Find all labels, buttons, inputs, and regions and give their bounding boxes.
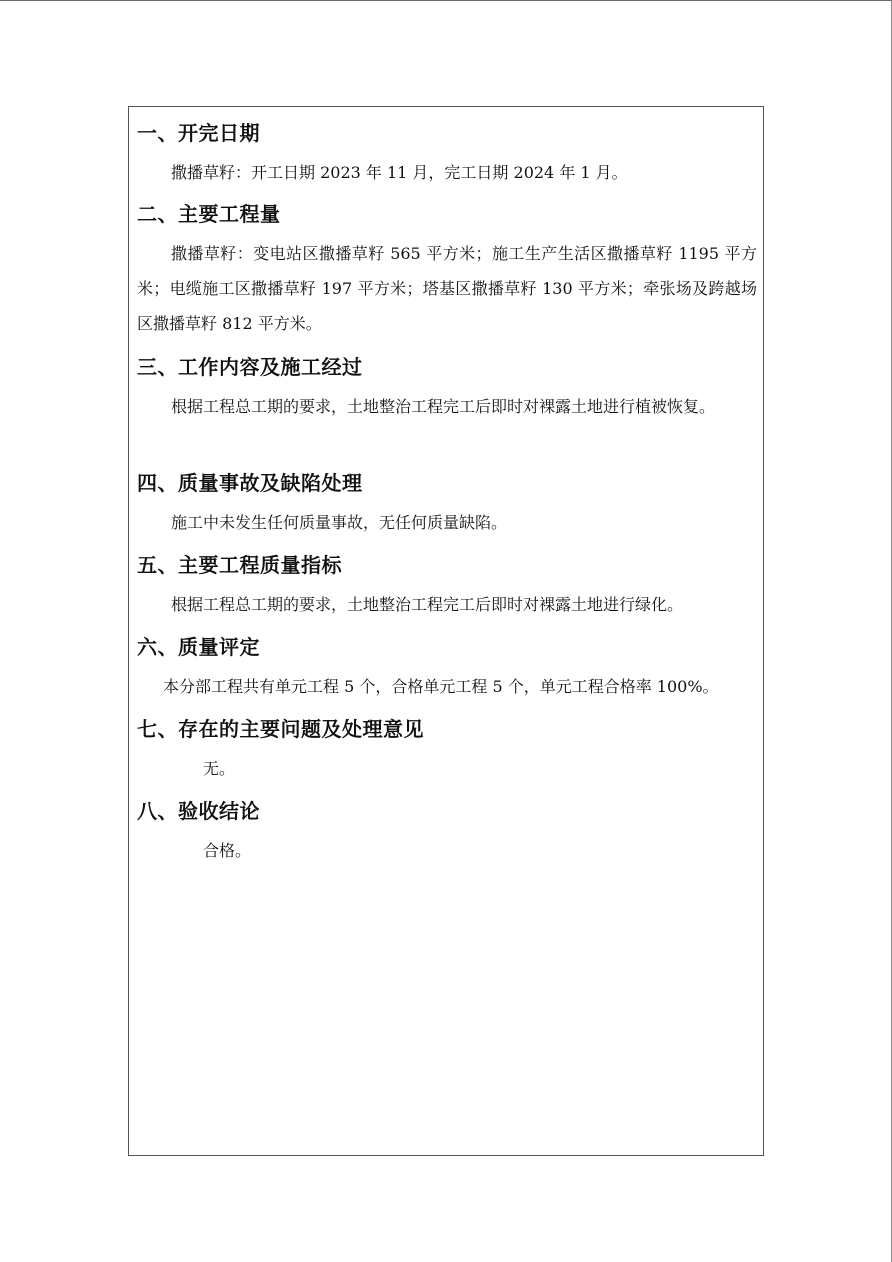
section-body-4: 施工中未发生任何质量事故，无任何质量缺陷。: [171, 513, 508, 532]
report-table-frame: [128, 106, 764, 1156]
section-heading-1: 一、开完日期: [137, 121, 260, 145]
section-body-1: 撒播草籽：开工日期 2023 年 11 月，完工日期 2024 年 1 月。: [171, 163, 628, 182]
section-body-8: 合格。: [203, 841, 252, 860]
section-quality-indicators: [137, 553, 757, 622]
section-work-content: [137, 355, 757, 424]
section-body-5: 根据工程总工期的要求，土地整治工程完工后即时对裸露土地进行绿化。: [171, 595, 684, 614]
section-body-7: 无。: [203, 759, 236, 778]
section-body-6: 本分部工程共有单元工程 5 个，合格单元工程 5 个，单元工程合格率 100%。: [163, 677, 719, 696]
section-heading-5: 五、主要工程质量指标: [137, 553, 342, 577]
section-quality-incidents: [137, 471, 757, 540]
section-heading-6: 六、质量评定: [137, 635, 260, 659]
section-start-end-dates: [137, 121, 757, 190]
section-heading-2: 二、主要工程量: [137, 202, 281, 226]
section-heading-8: 八、验收结论: [137, 799, 260, 823]
section-quality-assessment: [137, 635, 757, 704]
section-heading-3: 三、工作内容及施工经过: [137, 355, 363, 379]
page-top-border: [0, 0, 892, 1]
section-issues: [137, 717, 757, 786]
section-body-2: 撒播草籽：变电站区撒播草籽 565 平方米；施工生产生活区撒播草籽 1195 平方米；电缆施工区撒播草籽 197 平方米；塔基区撒播草籽 130 平方米；牵张场及跨越场区撒播草籽 812 平方米。: [137, 244, 757, 333]
section-body-3: 根据工程总工期的要求，土地整治工程完工后即时对裸露土地进行植被恢复。: [171, 397, 716, 416]
section-conclusion: [137, 799, 757, 868]
section-main-quantities: [137, 202, 757, 341]
section-heading-7: 七、存在的主要问题及处理意见: [137, 717, 424, 741]
section-heading-4: 四、质量事故及缺陷处理: [137, 471, 363, 495]
